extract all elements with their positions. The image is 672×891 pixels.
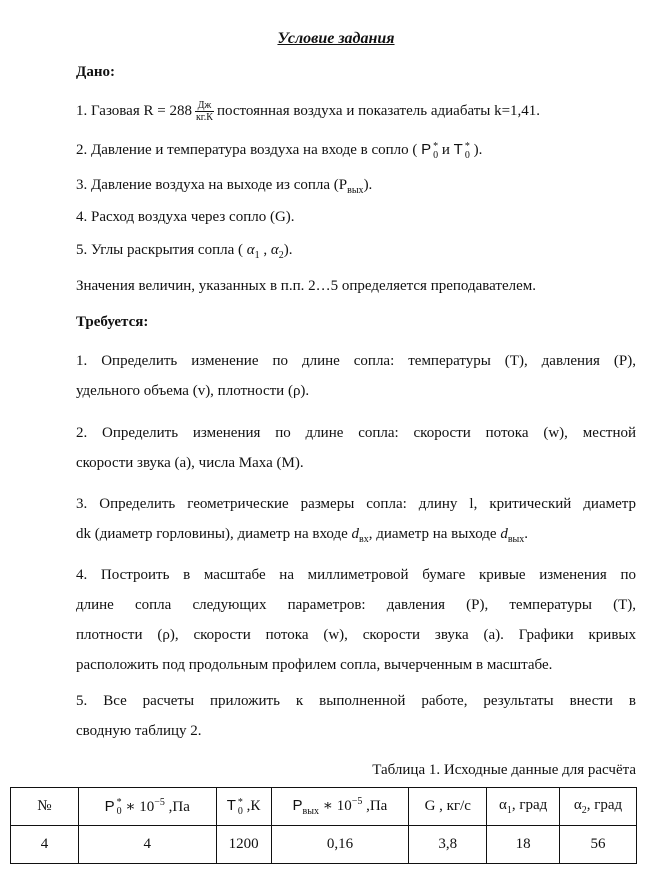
- cell-alpha-1: 18: [487, 826, 560, 864]
- cell-p0: 4: [78, 826, 216, 864]
- given-item-4: 4. Расход воздуха через сопло (G).: [76, 209, 295, 225]
- required-item-3-text: dk (диаметр горловины), диаметр на входе: [76, 526, 348, 542]
- d-out-symbol: d: [500, 526, 508, 542]
- d-in-sub: вх: [359, 534, 369, 545]
- required-item-5-line-2: сводную таблицу 2.: [76, 723, 202, 739]
- cell-alpha-2: 56: [560, 826, 637, 864]
- header-pout: [271, 788, 409, 826]
- given-item-3-sub: вых: [347, 185, 364, 196]
- required-item-3-mid: , диаметр на выходе: [368, 526, 497, 542]
- header-p0: [78, 788, 216, 826]
- cell-t0: 1200: [216, 826, 271, 864]
- header-p0-zero: 0: [116, 806, 122, 818]
- header-pout-factor: ∗ 10: [319, 798, 352, 814]
- initial-data-table: [10, 787, 637, 864]
- d-out-sub: вых: [507, 534, 525, 545]
- alpha-2-sub: 2: [278, 250, 284, 261]
- given-heading: Дано:: [76, 64, 115, 80]
- required-item-1: [76, 346, 636, 406]
- header-t0-unit: ,К: [242, 798, 261, 815]
- t0-star: *: [464, 140, 470, 152]
- given-item-1: [76, 100, 540, 123]
- given-item-5: [76, 242, 293, 261]
- cell-number: 4: [11, 826, 79, 864]
- header-p0-symbol: P: [104, 797, 115, 815]
- required-item-3-line-2: [76, 519, 636, 549]
- units-fraction: [195, 100, 214, 123]
- required-item-3-tail: .: [524, 526, 529, 542]
- header-pout-sub: вых: [302, 806, 319, 817]
- header-number: №: [11, 788, 79, 826]
- header-alpha-2: [560, 788, 637, 826]
- cell-pout: 0,16: [271, 826, 409, 864]
- required-item-2: [76, 418, 636, 478]
- required-item-2-line-1: 2. Определить изменения по длине сопла: скорости потока (w), местной: [76, 425, 636, 441]
- d-in-symbol: d: [351, 526, 359, 542]
- table-header-row: [11, 788, 637, 826]
- fraction-numerator: Дж: [195, 100, 214, 112]
- given-item-2-text: 2. Давление и температура воздуха на входе в сопло (: [76, 142, 418, 158]
- given-item-2-tail: ).: [473, 142, 483, 158]
- required-item-5-line-1: 5. Все расчеты приложить к выполненной работе, результаты внести в: [76, 693, 636, 709]
- given-note: Значения величин, указанных в п.п. 2…5 определяется преподавателем.: [76, 278, 537, 294]
- table-row: [11, 826, 637, 864]
- given-item-2-and: и: [441, 142, 450, 158]
- header-g: G , кг/с: [409, 788, 487, 826]
- required-item-3: [76, 489, 636, 549]
- required-item-4-line-1: 4. Построить в масштабе на миллиметровой бумаге кривые изменения по: [76, 567, 636, 583]
- required-heading: Требуется:: [76, 314, 149, 330]
- given-item-2: [76, 141, 482, 160]
- header-p0-exponent: −5: [154, 796, 165, 808]
- required-item-5: [76, 686, 636, 746]
- header-alpha-1-sub: 1: [506, 805, 512, 816]
- required-item-4-line-4: расположить под продольным профилем сопла, вычерченным в масштабе.: [76, 657, 553, 673]
- header-t0: [216, 788, 271, 826]
- table-caption: Таблица 1. Исходные данные для расчёта: [372, 762, 636, 778]
- t0-zero: 0: [464, 149, 470, 161]
- required-item-1-line-2: удельного объема (v), плотности (ρ).: [76, 383, 310, 399]
- header-p0-factor: ∗ 10: [121, 798, 155, 815]
- header-p0-unit: ,Па: [164, 798, 190, 815]
- required-item-4-line-3: плотности (ρ), скорости потока (w), скорости звука (a). Графики кривых: [76, 627, 636, 643]
- cell-g: 3,8: [409, 826, 487, 864]
- given-item-3-text: 3. Давление воздуха на выходе из сопла (P: [76, 177, 348, 193]
- alpha-1-symbol: α: [246, 242, 255, 258]
- header-t0-symbol: T: [226, 797, 236, 815]
- p0-star: *: [433, 140, 439, 152]
- p0-zero: 0: [433, 149, 439, 161]
- required-item-1-line-1: 1. Определить изменение по длине сопла: температуры (T), давления (P),: [76, 353, 636, 369]
- header-pout-unit: ,Па: [362, 798, 388, 814]
- fraction-denominator: кг.К: [195, 112, 213, 123]
- header-t0-zero: 0: [237, 805, 243, 817]
- given-item-1-tail: постоянная воздуха и показатель адиабаты k=1,41.: [216, 102, 541, 119]
- alpha-2-symbol: α: [270, 242, 279, 258]
- given-item-5-text: 5. Углы раскрытия сопла (: [76, 242, 243, 258]
- header-alpha-2-sub: 2: [581, 805, 587, 816]
- header-t0-star: *: [237, 796, 243, 808]
- p0-symbol: P: [421, 141, 432, 158]
- header-alpha-1-symbol: α: [498, 797, 507, 813]
- header-p0-star: *: [116, 797, 122, 809]
- required-item-3-line-1: 3. Определить геометрические размеры сопла: длину l, критический диаметр: [76, 496, 636, 512]
- p0-indices: [433, 142, 438, 160]
- required-item-4: [76, 560, 636, 680]
- t0-indices: [465, 142, 470, 160]
- header-pout-exponent: −5: [351, 796, 363, 807]
- given-item-5-comma: ,: [263, 242, 268, 258]
- header-pout-symbol: P: [292, 797, 303, 814]
- required-item-2-line-2: скорости звука (a), числа Маха (M).: [76, 455, 304, 471]
- given-item-5-tail: ).: [283, 242, 293, 258]
- t0-symbol: T: [453, 141, 463, 158]
- header-alpha-2-unit: , град: [586, 797, 623, 813]
- header-alpha-1-unit: , град: [511, 797, 548, 813]
- header-alpha-1: [487, 788, 560, 826]
- given-item-1-text: 1. Газовая R = 288: [76, 102, 192, 119]
- header-alpha-2-symbol: α: [573, 797, 582, 813]
- alpha-1-sub: 1: [254, 250, 260, 261]
- given-item-3-tail: ).: [363, 177, 373, 193]
- required-item-4-line-2: длине сопла следующих параметров: давления (P), температуры (T),: [76, 597, 636, 613]
- page-title: Условие задания: [277, 30, 395, 47]
- given-item-3: [76, 177, 372, 196]
